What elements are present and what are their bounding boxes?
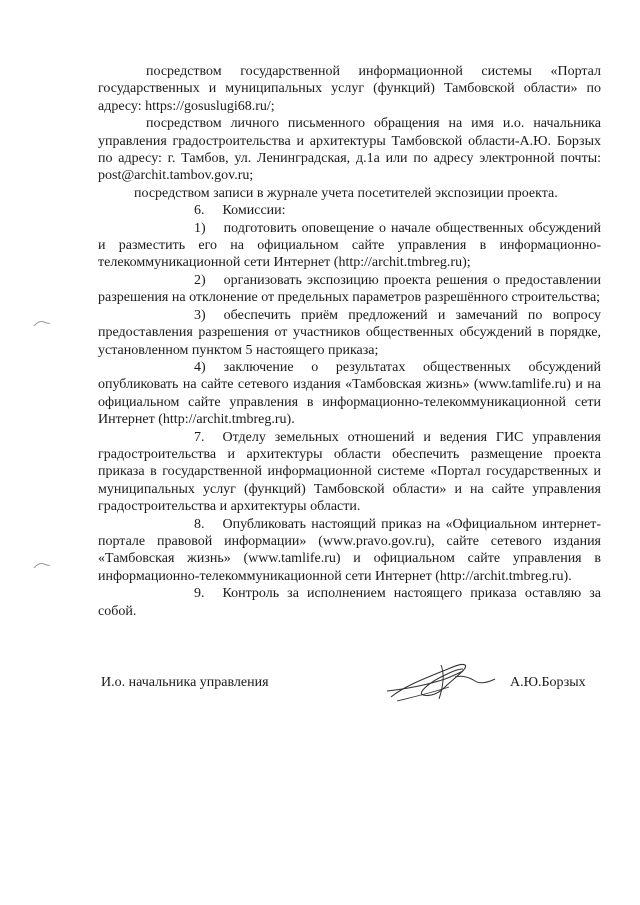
subitem-1 [98, 220, 601, 272]
paragraph-visitor-log: посредством записи в журнале учета посетителей экспозиции проекта. [134, 185, 558, 201]
item-7-text: Отделу земельных отношений и ведения ГИС управления градостроительства и архитектуры области обеспечить размещение проекта приказа в государственной информационной системе «Портал государственных и муниципальных услуг (функций) Тамбовской области» и на сайте управления градостроительства и архитектуры области. [98, 429, 601, 515]
item-6-text: Комиссии: [222, 203, 286, 219]
subitem-3-text: обеспечить приём предложений и замечаний по вопросу предоставления разрешения от участников общественных обсуждений в порядке, установленном пунктом 5 настоящего приказа; [98, 307, 601, 358]
subitem-2-text: организовать экспозицию проекта решения о предоставлении разрешения на отклонение от предельных параметров разрешённого строительства; [98, 272, 601, 306]
subitem-4 [98, 359, 601, 429]
subitem-2-number: 2) [194, 272, 206, 288]
handwritten-signature-icon [383, 657, 498, 705]
subitem-1-number: 1) [194, 220, 206, 236]
subitem-4-number: 4) [194, 359, 206, 375]
paragraph-personal-request: посредством личного письменного обращения на имя и.о. начальника управления градостроительства и архитектуры Тамбовской области-А.Ю. Борзых по адресу: г. Тамбов, ул. Ленинградская, д.1а или по адресу электронной почты: post@archit.tambov.gov.ru; [98, 116, 601, 184]
item-8-number: 8. [194, 516, 205, 532]
signatory-position: И.о. начальника управления [101, 675, 269, 690]
item-6 [98, 202, 601, 219]
item-9-text: Контроль за исполнением настоящего приказа оставляю за собой. [98, 586, 601, 619]
item-6-number: 6. [194, 203, 205, 219]
scan-mark-icon [33, 560, 51, 570]
scan-mark-icon [33, 318, 51, 328]
subitem-1-text: подготовить оповещение о начале общественных обсуждений и разместить его на официальном сайте управления в информационно-телекоммуникационной сети Интернет (http://archit.tmbreg.ru); [98, 220, 601, 271]
document-body [98, 63, 601, 620]
signatory-name: А.Ю.Борзых [510, 675, 586, 690]
subitem-3-number: 3) [194, 307, 206, 323]
item-9-number: 9. [194, 586, 205, 602]
subitem-4-text: заключение о результатах общественных обсуждений опубликовать на сайте сетевого издания «Тамбовская жизнь» (www.tamlife.ru) и на официальном сайте управления в информационно-телекоммуникационной сети Интернет (http://archit.tmbreg.ru). [98, 359, 601, 428]
paragraph-epgu: посредством государственной информационной системы «Портал государственных и муниципальных услуг (функций) Тамбовской области» по адресу: https://gosuslugi68.ru/; [98, 64, 601, 114]
subitem-2 [98, 272, 601, 307]
item-9 [98, 585, 601, 620]
item-7-number: 7. [194, 429, 205, 445]
subitem-3 [98, 307, 601, 359]
item-7 [98, 429, 601, 516]
item-8-text: Опубликовать настоящий приказ на «Официальном интернет-портале правовой информации» (www.pravo.gov.ru), сайте сетевого издания «Тамбовская жизнь» (www.tamlife.ru) и официальном сайте управления в информационно-телекоммуникационной сети Интернет (http://archit.tmbreg.ru). [98, 516, 601, 584]
item-8 [98, 516, 601, 586]
